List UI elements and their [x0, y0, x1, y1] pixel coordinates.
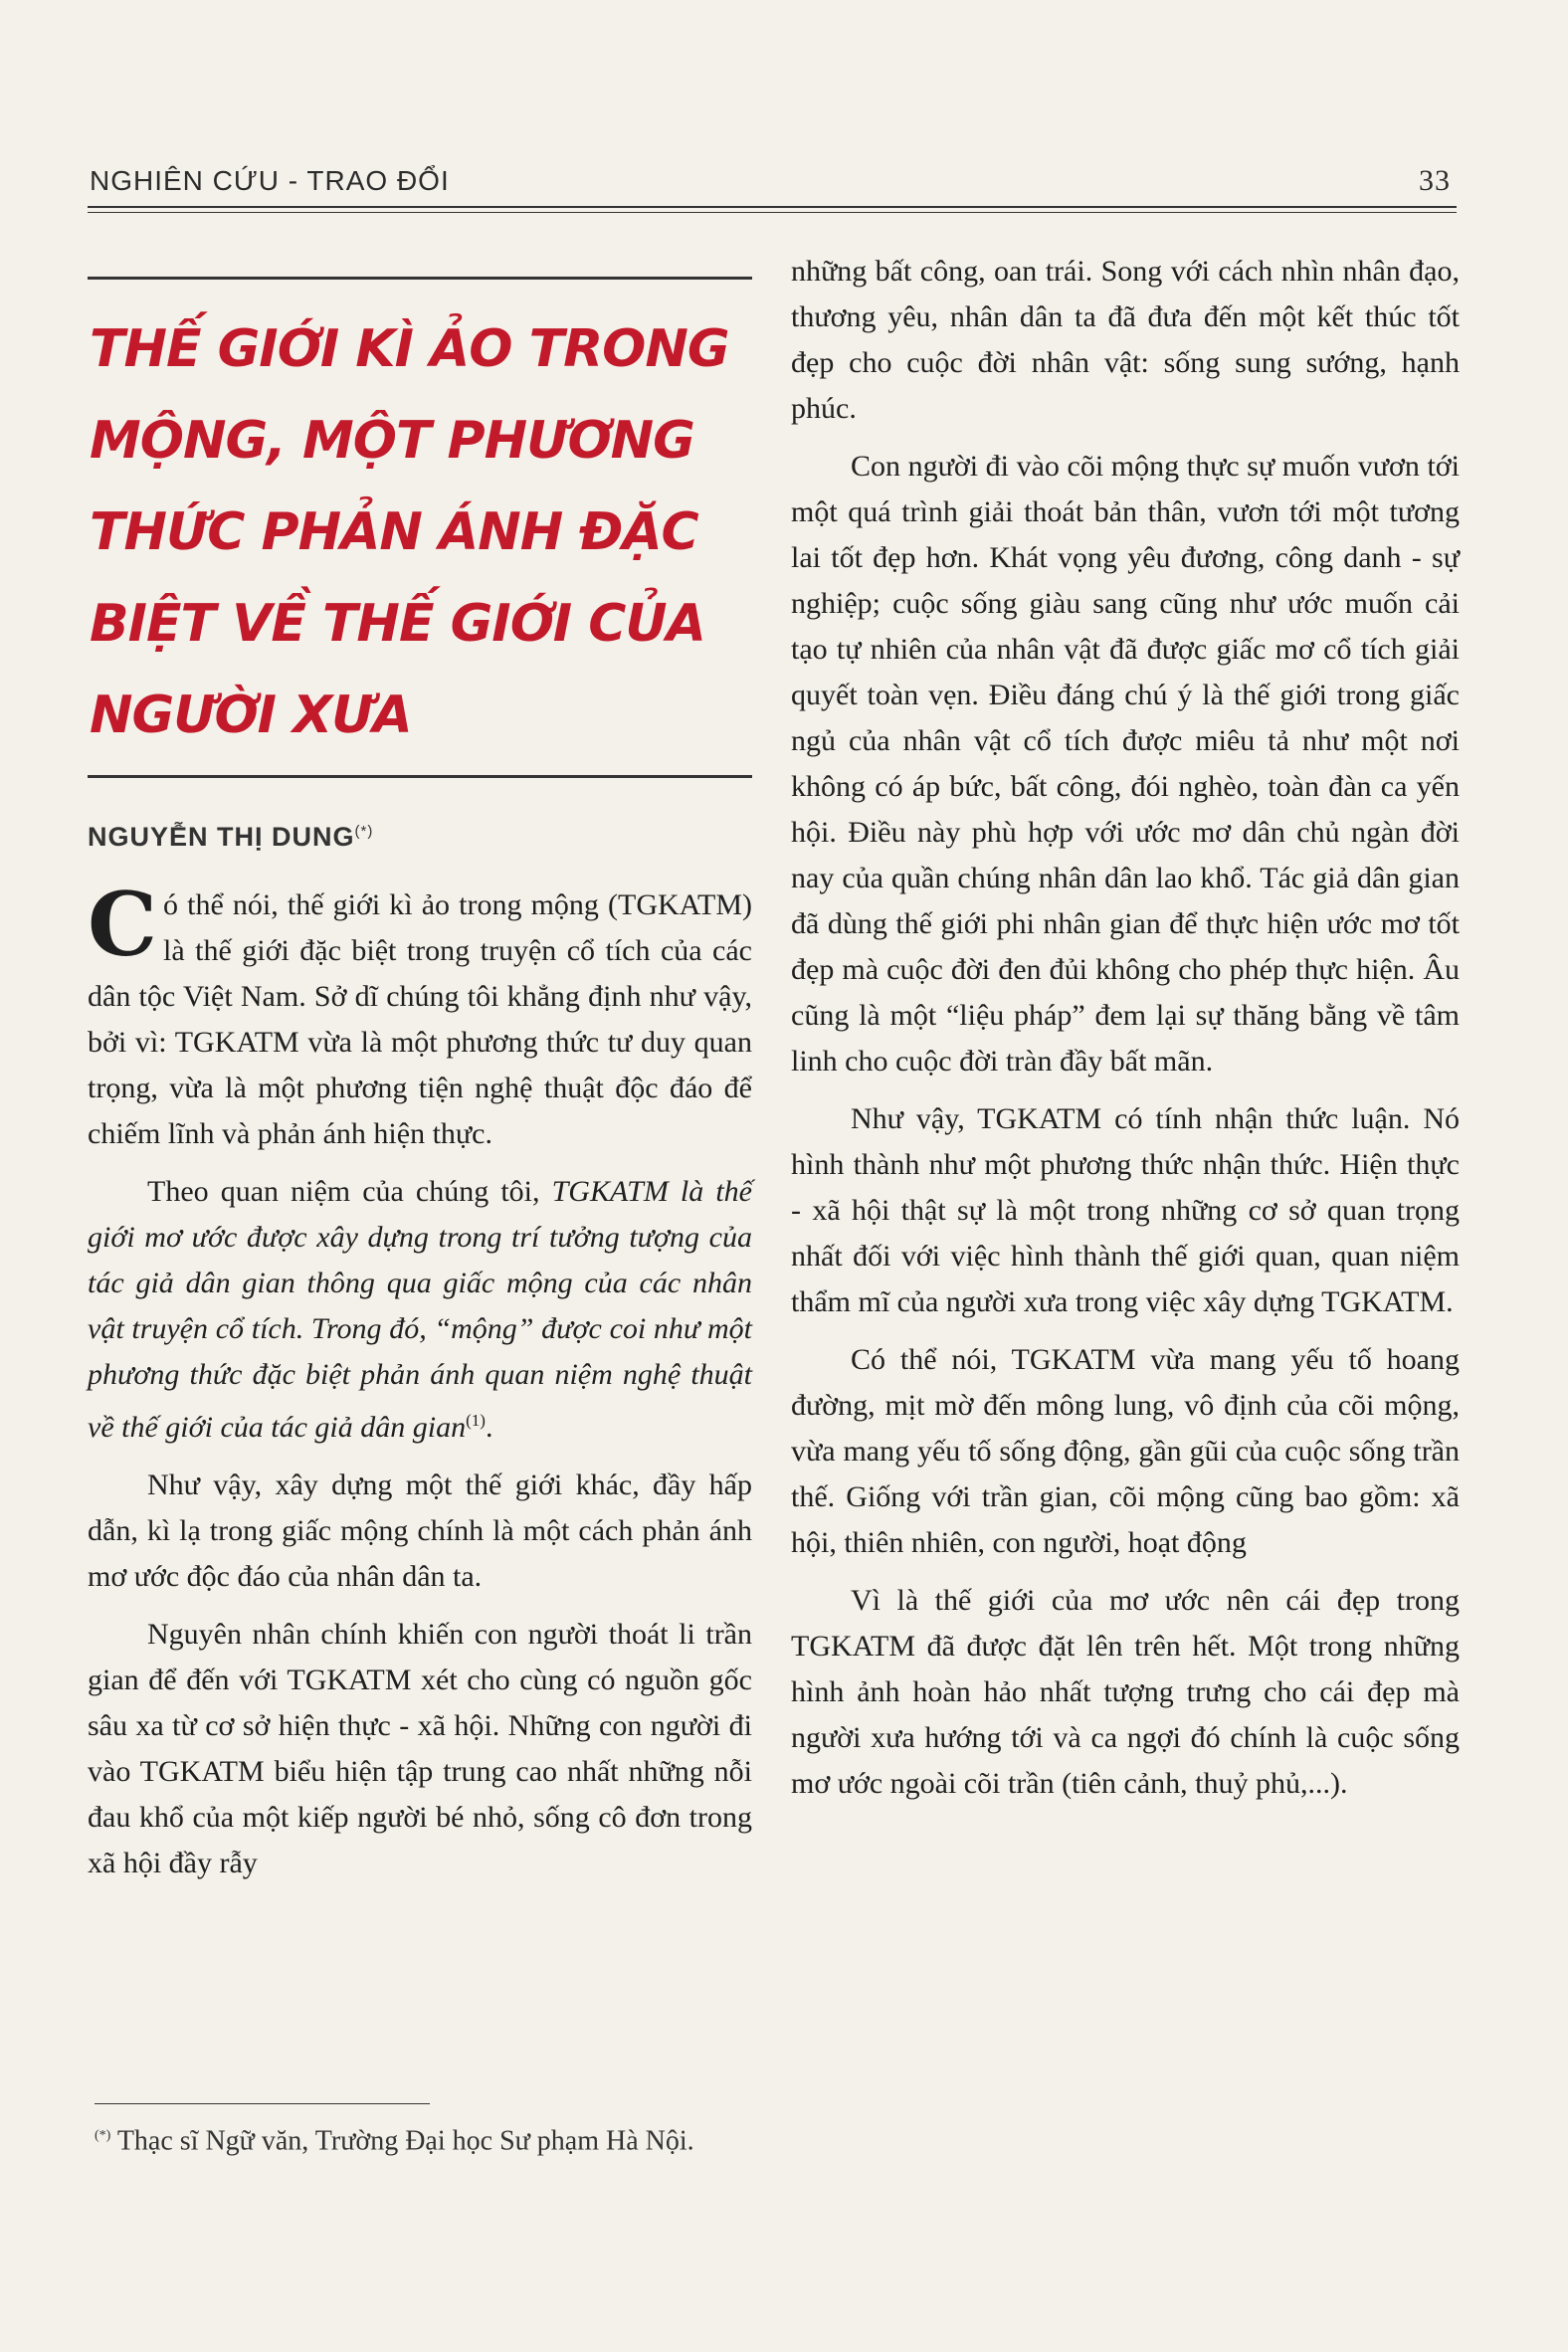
paragraph-continued: những bất công, oan trái. Song với cách nhìn nhân đạo, thương yêu, nhân dân ta đã đưa đến một kết thúc tốt đẹp cho cuộc đời nhân vật: sống sung sướng, hạnh phúc. [791, 255, 1460, 425]
paragraph-8: Vì là thế giới của mơ ước nên cái đẹp trong TGKATM đã được đặt lên trên hết. Một trong những hình ảnh hoàn hảo nhất tượng trưng cho cái đẹp mà người xưa hướng tới và ca ngợi đó chính là cuộc sống mơ ước ngoài cõi trần (tiên cảnh, thuỷ phủ,...). [791, 1584, 1460, 1800]
page-number: 33 [1419, 164, 1451, 197]
footnote [95, 2117, 761, 2160]
paragraph-7: Có thể nói, TGKATM vừa mang yếu tố hoang đường, mịt mờ đến mông lung, vô định của cõi mộng, vừa mang yếu tố sống động, gần gũi của cuộc sống trần thế. Giống với trần gian, cõi mộng cũng bao gồm: xã hội, thiên nhiên, con người, hoạt động [791, 1343, 1460, 1559]
definition-lead-in: Theo quan niệm của chúng tôi, [147, 1175, 540, 1208]
author-footnote-mark: (*) [354, 823, 374, 840]
paragraph-3: Như vậy, xây dựng một thế giới khác, đầy hấp dẫn, kì lạ trong giấc mộng chính là một cách phản ánh mơ ước độc đáo của nhân dân ta. [88, 1469, 752, 1593]
section-label: NGHIÊN CỨU - TRAO ĐỔI [90, 165, 450, 196]
running-header [90, 164, 1451, 198]
drop-cap: C [88, 873, 158, 976]
header-rule-thin [88, 212, 1457, 213]
title-rule-bottom [88, 775, 752, 778]
footnote-rule [95, 2103, 430, 2104]
paragraph-intro [88, 873, 752, 1157]
author-name: NGUYỄN THỊ DUNG [88, 822, 355, 852]
paragraph-6: Như vậy, TGKATM có tính nhận thức luận. Nó hình thành như một phương thức nhận thức. Hiện thực - xã hội thật sự là một trong những cơ sở quan trọng nhất đối với việc hình thành thế giới quan, quan niệm thẩm mĩ của người xưa trong việc xây dựng TGKATM. [791, 1102, 1460, 1318]
footnote-mark: (*) [95, 2128, 111, 2143]
article-title: THẾ GIỚI KÌ ẢO TRONG MỘNG, MỘT PHƯƠNG THỨC PHẢN ÁNH ĐẶC BIỆT VỀ THẾ GIỚI CỦA NGƯỜI XƯA [90, 319, 729, 745]
title-rule-top [88, 277, 752, 280]
paragraph-definition [88, 1169, 752, 1451]
header-rule [88, 206, 1457, 208]
paragraph-5: Con người đi vào cõi mộng thực sự muốn vươn tới một quá trình giải thoát bản thân, vươn tới một tương lai tốt đẹp hơn. Khát vọng yêu đương, công danh - sự nghiệp; cuộc sống giàu sang cũng như ước muốn cải tạo tự nhiên của nhân vật đã được giấc mơ cổ tích giải quyết toàn vẹn. Điều đáng chú ý là thế giới trong giấc ngủ của nhân vật cổ tích được miêu tả như một nơi không có áp bức, bất công, đói nghèo, toàn đàn ca yến hội. Điều này phù hợp với ước mơ dân chủ ngàn đời nay của quần chúng nhân dân lao khổ. Tác giả dân gian đã dùng thế giới phi nhân gian để thực hiện ước mơ tốt đẹp mà cuộc đời đen đủi không cho phép thực hiện. Âu cũng là một “liệu pháp” đem lại sự thăng bằng về tâm linh cho cuộc đời tràn đầy bất mãn. [791, 450, 1460, 1078]
left-column [88, 277, 752, 1898]
paragraph-intro-text: ó thể nói, thế giới kì ảo trong mộng (TGKATM) là thế giới đặc biệt trong truyện cổ tích của các dân tộc Việt Nam. Sở dĩ chúng tôi khẳng định như vậy, bởi vì: TGKATM vừa là một phương thức tư duy quan trọng, vừa là một phương tiện nghệ thuật độc đáo để chiếm lĩnh và phản ánh hiện thực. [88, 888, 752, 1150]
paragraph-4: Nguyên nhân chính khiến con người thoát li trần gian để đến với TGKATM xét cho cùng có nguồn gốc sâu xa từ cơ sở hiện thực - xã hội. Những con người đi vào TGKATM biểu hiện tập trung cao nhất những nỗi đau khổ của một kiếp người bé nhỏ, sống cô đơn trong xã hội đầy rẫy [88, 1618, 752, 1879]
citation-ref-1: (1) [466, 1411, 486, 1430]
author-line [88, 822, 752, 853]
definition-end: . [485, 1411, 493, 1444]
footnote-text: Thạc sĩ Ngữ văn, Trường Đại học Sư phạm Hà Nội. [116, 2125, 694, 2157]
right-column [791, 249, 1460, 1819]
definition-italic: TGKATM là thế giới mơ ước được xây dựng trong trí tưởng tượng của tác giả dân gian thông qua giấc mộng của các nhân vật truyện cổ tích. Trong đó, “mộng” được coi như một phương thức đặc biệt phản ánh quan niệm nghệ thuật về thế giới của tác giả dân gian [88, 1175, 753, 1444]
